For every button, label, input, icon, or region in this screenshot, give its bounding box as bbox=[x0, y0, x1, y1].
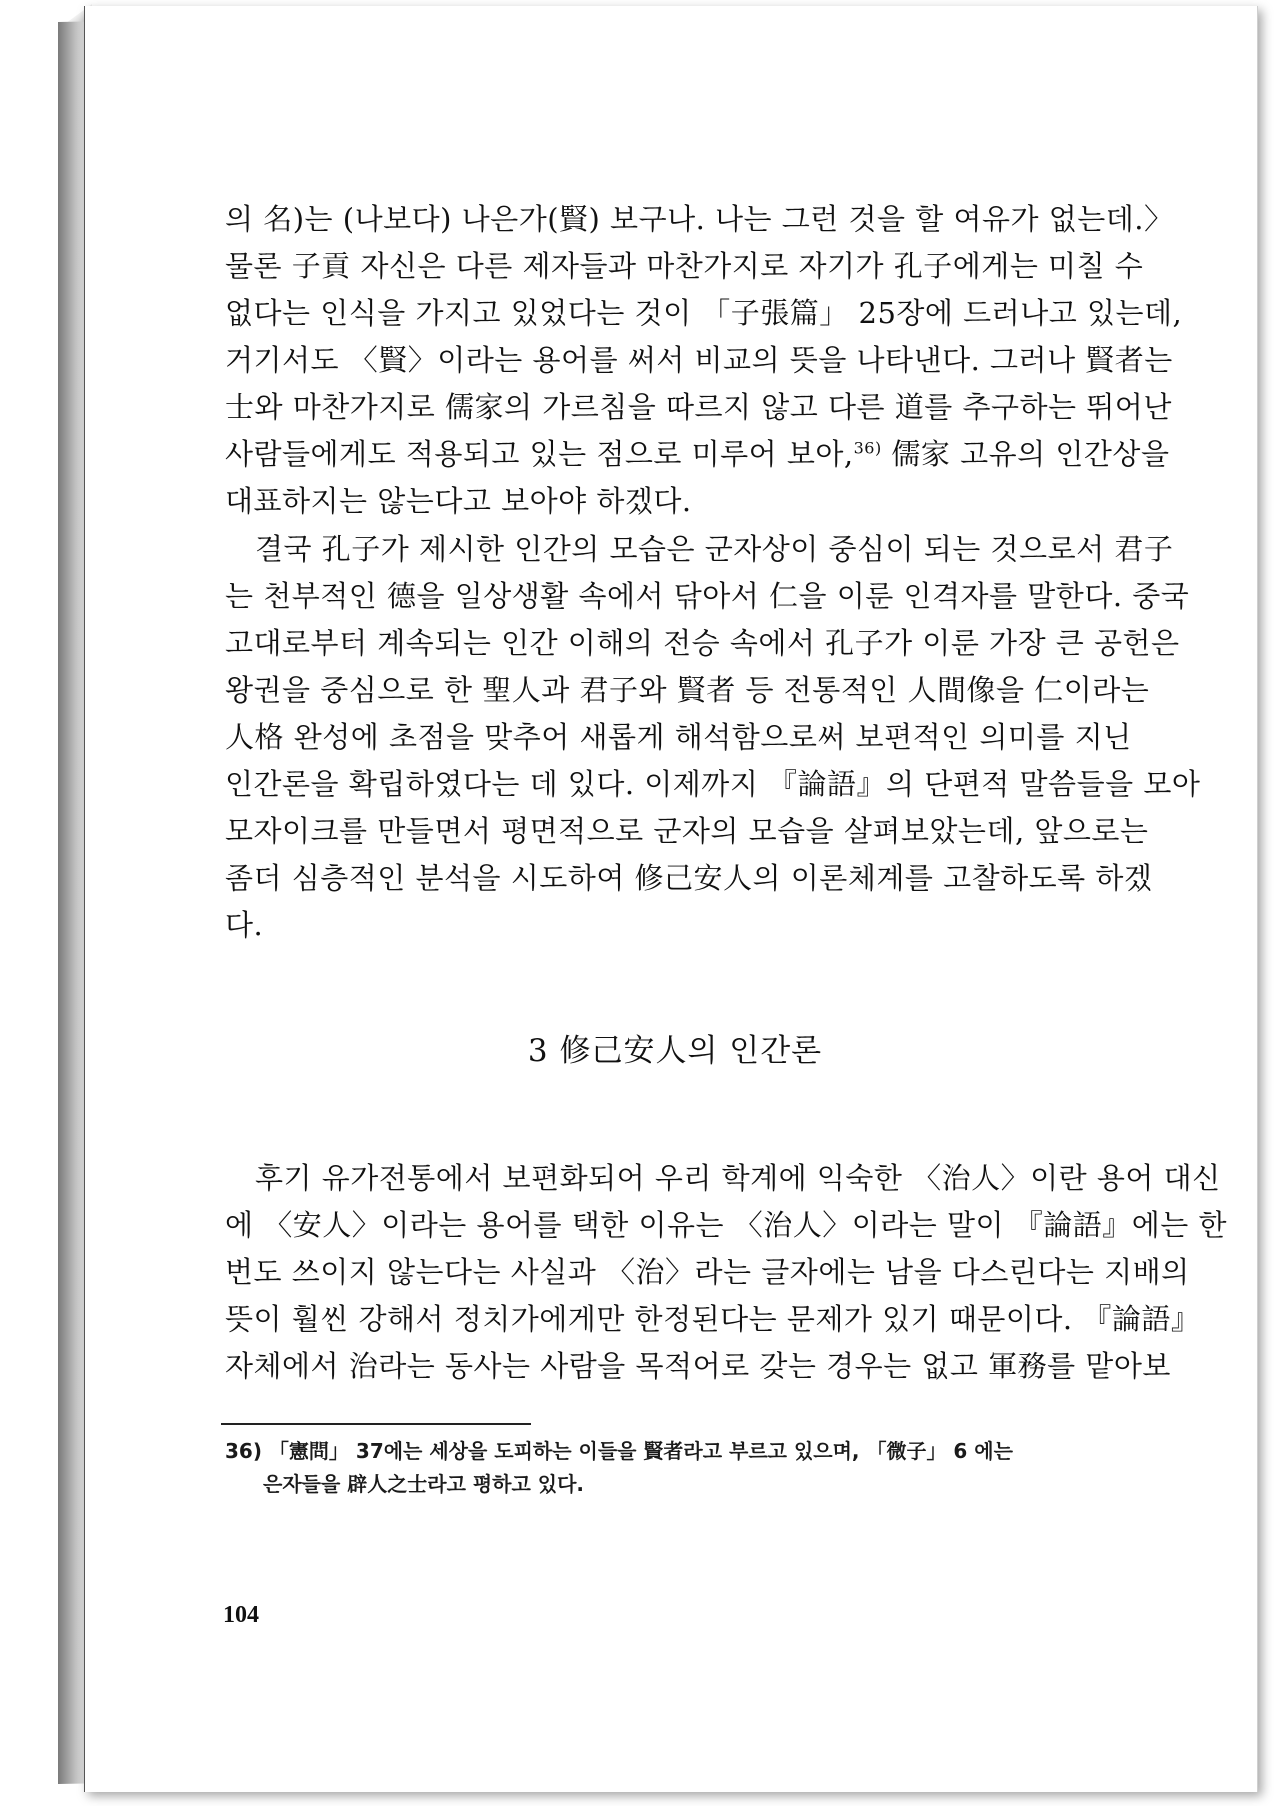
paragraph-line: 물론 子貢 자신은 다른 제자들과 마찬가지로 자기가 孔子에게는 미칠 수 bbox=[225, 249, 1144, 283]
paragraph-line: 번도 쓰이지 않는다는 사실과 〈治〉라는 글자에는 남을 다스린다는 지배의 bbox=[225, 1255, 1190, 1289]
paragraph-line: 의 名)는 (나보다) 나은가(賢) 보구나. 나는 그런 것을 할 여유가 없는데.〉 bbox=[225, 202, 1174, 236]
paragraph-line: 人格 완성에 초점을 맞추어 새롭게 해석함으로써 보편적인 의미를 지닌 bbox=[225, 720, 1132, 754]
paragraph-line: 고대로부터 계속되는 인간 이해의 전승 속에서 孔子가 이룬 가장 큰 공헌은 bbox=[225, 626, 1180, 660]
paragraph-line: 뜻이 훨씬 강해서 정치가에게만 한정된다는 문제가 있기 때문이다. 『論語』 bbox=[225, 1302, 1201, 1336]
book-page bbox=[84, 6, 1258, 1792]
book-spine-edge bbox=[58, 22, 86, 1784]
paragraph-line: 자체에서 治라는 동사는 사람을 목적어로 갖는 경우는 없고 軍務를 맡아보 bbox=[225, 1349, 1171, 1383]
section-heading: 3 修己安人의 인간론 bbox=[527, 1033, 823, 1069]
paragraph-line-head: 사람들에게도 적용되고 있는 점으로 미루어 보아, bbox=[225, 437, 854, 471]
paragraph-line: 결국 孔子가 제시한 인간의 모습은 군자상이 중심이 되는 것으로서 君子 bbox=[255, 532, 1174, 566]
paragraph-line-tail: 儒家 고유의 인간상을 bbox=[881, 437, 1170, 471]
paragraph-line: 다. bbox=[225, 908, 264, 942]
paragraph-line: 후기 유가전통에서 보편화되어 우리 학계에 익숙한 〈治人〉이란 용어 대신 bbox=[255, 1161, 1221, 1195]
footnote-line: 은자들을 辟人之士라고 평하고 있다. bbox=[263, 1472, 585, 1496]
paragraph-line: 좀더 심층적인 분석을 시도하여 修己安人의 이론체계를 고찰하도록 하겠 bbox=[225, 861, 1153, 895]
page-content bbox=[225, 196, 1228, 1501]
page-number: 104 bbox=[223, 1602, 259, 1628]
paragraph-line: 인간론을 확립하였다는 데 있다. 이제까지 『論語』의 단편적 말씀들을 모아 bbox=[225, 767, 1201, 801]
paragraph-line: 거기서도 〈賢〉이라는 용어를 써서 비교의 뜻을 나타낸다. 그러나 賢者는 bbox=[225, 343, 1173, 377]
paragraph-3 bbox=[225, 1155, 1228, 1390]
footnote-line: 36) 「憲問」 37에는 세상을 도피하는 이들을 賢者라고 부르고 있으며, 「微子」 6 에는 bbox=[225, 1439, 1013, 1463]
paragraph-line: 는 천부적인 德을 일상생활 속에서 닦아서 仁을 이룬 인격자를 말한다. 중국 bbox=[225, 579, 1190, 613]
footnote bbox=[225, 1435, 1125, 1501]
paragraph-line: 대표하지는 않는다고 보아야 하겠다. bbox=[225, 484, 692, 518]
paragraph-1 bbox=[225, 196, 1183, 525]
paragraph-line: 왕권을 중심으로 한 聖人과 君子와 賢者 등 전통적인 人間像을 仁이라는 bbox=[225, 673, 1150, 707]
footnote-reference[interactable]: 36) bbox=[853, 438, 882, 458]
paragraph-line-with-footnote bbox=[225, 431, 1170, 478]
paragraph-2 bbox=[225, 526, 1201, 949]
paragraph-line: 모자이크를 만들면서 평면적으로 군자의 모습을 살펴보았는데, 앞으로는 bbox=[225, 814, 1149, 848]
footnote-divider bbox=[221, 1423, 531, 1425]
paragraph-line: 士와 마찬가지로 儒家의 가르침을 따르지 않고 다른 道를 추구하는 뛰어난 bbox=[225, 390, 1172, 424]
paragraph-line: 에 〈安人〉이라는 용어를 택한 이유는 〈治人〉이라는 말이 『論語』에는 한 bbox=[225, 1208, 1228, 1242]
paragraph-line: 없다는 인식을 가지고 있었다는 것이 「子張篇」 25장에 드러나고 있는데, bbox=[225, 296, 1183, 330]
